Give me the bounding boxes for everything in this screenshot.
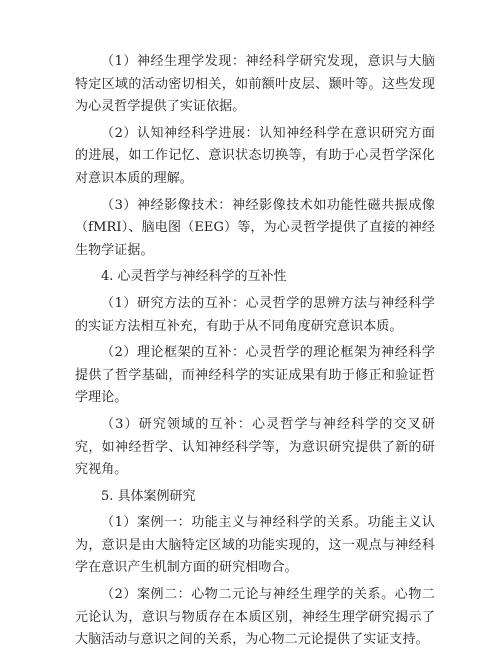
- paragraph-framework-complement: （2）理论框架的互补：心灵哲学的理论框架为神经科学提供了哲学基础，而神经科学的实证成果有助于修正和验证哲学理论。: [75, 345, 435, 406]
- paragraph-methods-complement: （1）研究方法的互补：心灵哲学的思辨方法与神经科学的实证方法相互补充，有助于从不同角度研究意识本质。: [75, 295, 435, 334]
- paragraph-neuroimaging: （3）神经影像技术：神经影像技术如功能性磁共振成像（fMRI）、脑电图（EEG）等，为心灵哲学提供了直接的神经生物学证据。: [75, 197, 435, 258]
- paragraph-neurophysiology: （1）神经生理学发现：神经科学研究发现，意识与大脑特定区域的活动密切相关，如前额叶皮层、颞叶等。这些发现为心灵哲学提供了实证依据。: [75, 54, 435, 115]
- paragraph-field-complement: （3）研究领域的互补：心灵哲学与神经科学的交叉研究，如神经哲学、认知神经科学等，为意识研究提供了新的研究视角。: [75, 416, 435, 478]
- section-heading-case-studies: 5. 具体案例研究: [101, 488, 196, 504]
- paragraph-case-dualism: （2）案例二：心物二元论与神经生理学的关系。心物二元论认为，意识与物质存在本质区别，神经生理学研究揭示了大脑活动与意识之间的关系，为心物二元论提供了实证支持。: [75, 587, 435, 648]
- section-heading-complementarity: 4. 心灵哲学与神经科学的互补性: [101, 269, 287, 285]
- paragraph-case-functionalism: （1）案例一：功能主义与神经科学的关系。功能主义认为，意识是由大脑特定区域的功能实现的，这一观点与神经科学在意识产生机制方面的研究相吻合。: [75, 515, 435, 576]
- document-page: [75, 51, 435, 656]
- paragraph-cognitive-neuroscience: （2）认知神经科学进展：认知神经科学在意识研究方面的进展，如工作记忆、意识状态切换等，有助于心灵哲学深化对意识本质的理解。: [75, 125, 435, 186]
